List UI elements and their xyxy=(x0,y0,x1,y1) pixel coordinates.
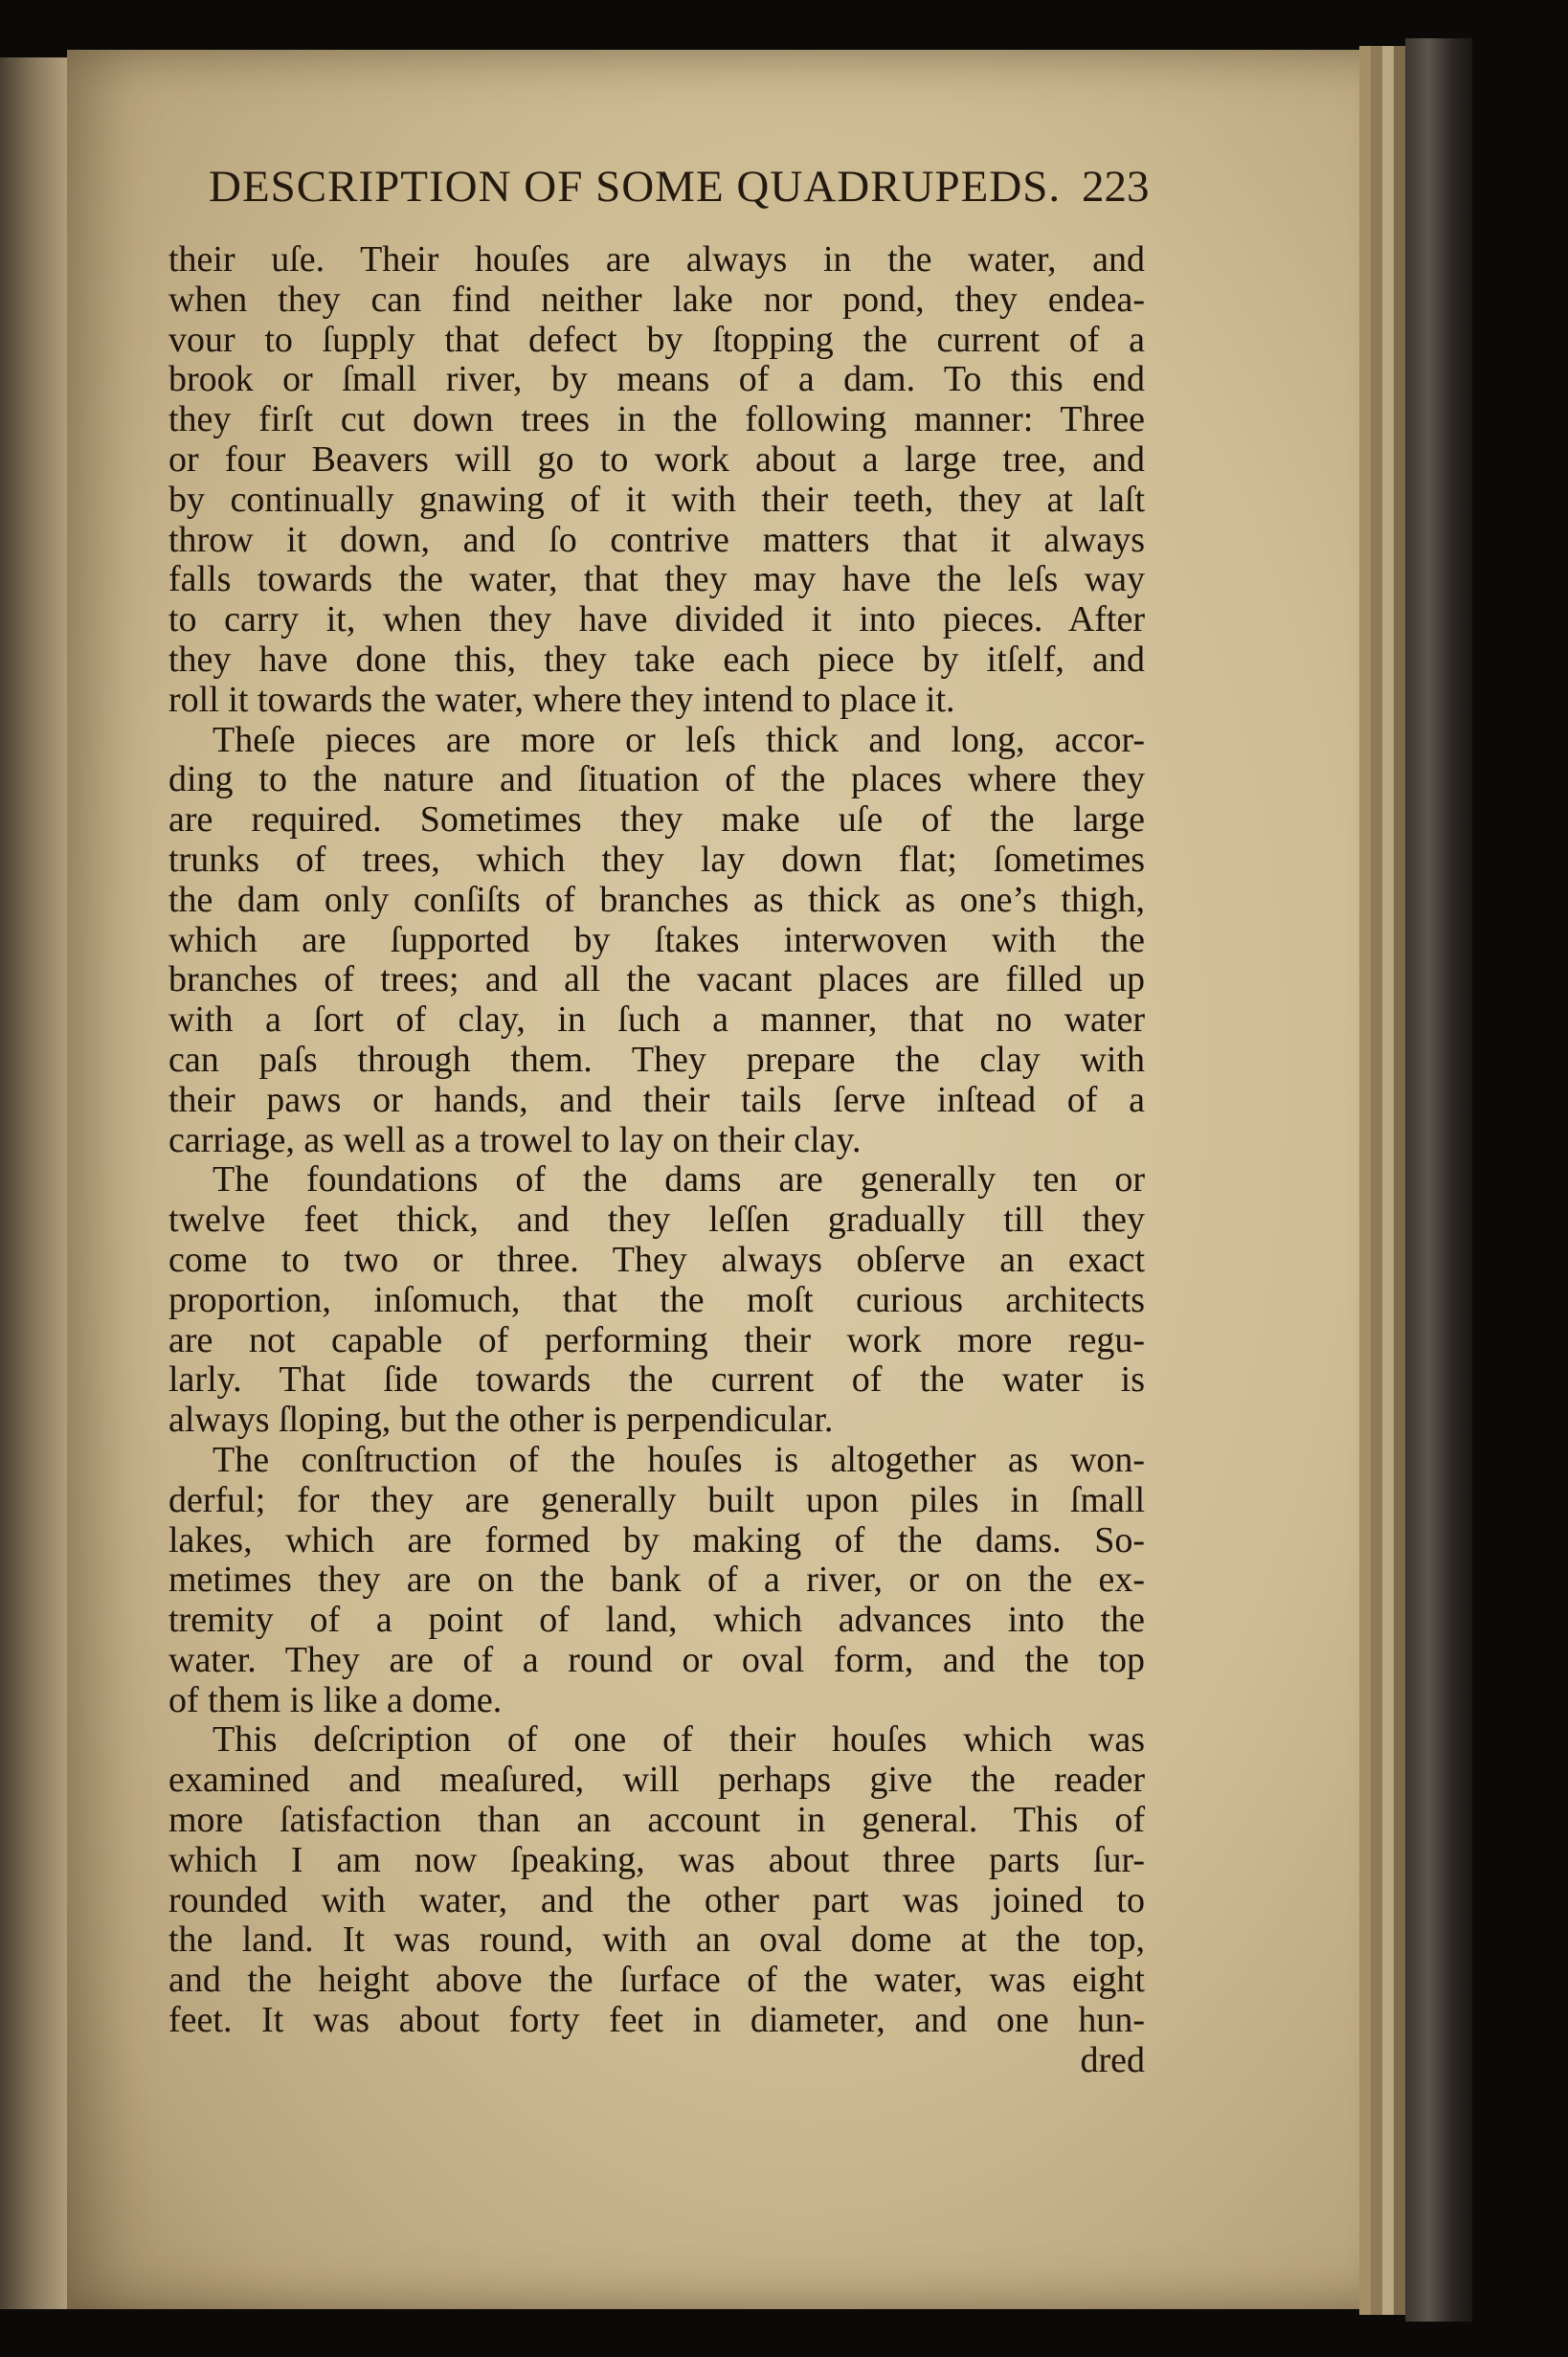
text-line: vour to ſupply that defect by ſtopping the current of a xyxy=(168,319,1145,360)
text-line: throw it down, and ſo contrive matters that it always xyxy=(168,519,1145,560)
text-line: by continually gnawing of it with their teeth, they at laſt xyxy=(168,479,1145,520)
text-line: come to two or three. They always obſerve an exact xyxy=(168,1239,1145,1280)
text-line: twelve feet thick, and they leſſen gradually till they xyxy=(168,1200,1145,1241)
page-number: 223 xyxy=(1082,162,1150,212)
text-line: metimes they are on the bank of a river, or on the ex- xyxy=(168,1560,1145,1601)
text-line: The conſtruction of the houſes is altogether as won- xyxy=(213,1439,1145,1480)
text-line: which I am now ſpeaking, was about three parts ſur- xyxy=(168,1839,1145,1880)
text-line: rounded with water, and the other part was joined to xyxy=(168,1879,1145,1920)
page-edges xyxy=(1359,46,1371,2315)
text-line: carriage, as well as a trowel to lay on their clay. xyxy=(168,1119,862,1160)
page-edges xyxy=(1382,46,1394,2315)
text-line: dred xyxy=(1080,2039,1145,2080)
text-line: Theſe pieces are more or leſs thick and long, accor- xyxy=(213,719,1145,760)
text-line: This deſcription of one of their houſes which was xyxy=(213,1719,1145,1761)
text-line: the dam only conſiſts of branches as thick as one’s thigh, xyxy=(168,879,1145,920)
text-line: with a ſort of clay, in ſuch a manner, that no water xyxy=(168,999,1145,1041)
text-line: brook or ſmall river, by means of a dam. To this end xyxy=(168,359,1145,400)
text-line: The foundations of the dams are generally ten or xyxy=(213,1159,1145,1201)
text-line: they firſt cut down trees in the following manner: Three xyxy=(168,399,1145,440)
text-line: lakes, which are formed by making of the dams. So- xyxy=(168,1519,1145,1560)
running-head: DESCRIPTION OF SOME QUADRUPEDS. xyxy=(209,162,1062,212)
text-line: more ſatisfaction than an account in general. This of xyxy=(168,1800,1145,1841)
text-line: branches of trees; and all the vacant places are filled up xyxy=(168,959,1145,1000)
text-line: the land. It was round, with an oval dome at the top, xyxy=(168,1919,1145,1961)
text-line: water. They are of a round or oval form, and the top xyxy=(168,1639,1145,1680)
text-line: falls towards the water, that they may have the leſs way xyxy=(168,559,1145,600)
text-line: are not capable of performing their work more regu- xyxy=(168,1319,1145,1360)
text-line: ding to the nature and ſituation of the places where they xyxy=(168,759,1145,800)
text-line: are required. Sometimes they make uſe of the large xyxy=(168,799,1145,841)
text-line: roll it towards the water, where they intend to place it. xyxy=(168,679,955,720)
text-line: their paws or hands, and their tails ſerve inſtead of a xyxy=(168,1079,1145,1120)
text-line: and the height above the ſurface of the water, was eight xyxy=(168,1960,1145,2001)
text-line: can paſs through them. They prepare the clay with xyxy=(168,1039,1145,1080)
text-line: larly. That ſide towards the current of the water is xyxy=(168,1359,1145,1401)
text-line: or four Beavers will go to work about a large tree, and xyxy=(168,438,1145,480)
text-line: their uſe. Their houſes are always in the water, and xyxy=(168,239,1145,280)
text-line: proportion, inſomuch, that the moſt curious architects xyxy=(168,1279,1145,1320)
text-line: feet. It was about forty feet in diameter, and one hun- xyxy=(168,2000,1145,2041)
text-line: of them is like a dome. xyxy=(168,1679,503,1720)
text-line: tremity of a point of land, which advances into the xyxy=(168,1600,1145,1641)
text-line: they have done this, they take each piece by itſelf, and xyxy=(168,639,1145,680)
text-line: always ſloping, but the other is perpendicular. xyxy=(168,1400,834,1441)
page-edges xyxy=(1394,46,1405,2315)
body-text xyxy=(168,240,1145,2081)
text-line: to carry it, when they have divided it into pieces. After xyxy=(168,599,1145,640)
text-line: trunks of trees, which they lay down flat; ſometimes xyxy=(168,839,1145,880)
page-edges xyxy=(1371,46,1382,2315)
text-line: examined and meaſured, will perhaps give the reader xyxy=(168,1760,1145,1801)
book-cover-edge xyxy=(1405,38,1472,2322)
text-line: when they can find neither lake nor pond, they endea- xyxy=(168,279,1145,320)
text-line: which are ſupported by ſtakes interwoven with the xyxy=(168,919,1145,960)
text-line: derful; for they are generally built upon piles in ſmall xyxy=(168,1479,1145,1520)
facing-page-edge xyxy=(0,57,67,2309)
